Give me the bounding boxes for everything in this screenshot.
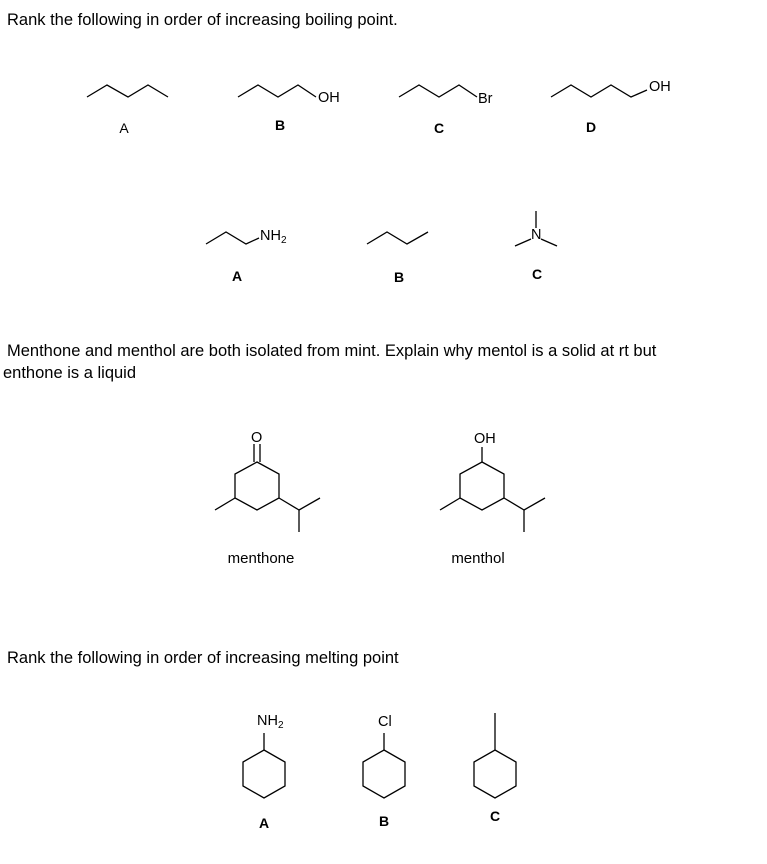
label-c: C — [489, 808, 501, 824]
menthone-structure — [215, 444, 320, 532]
butanol-structure-b — [238, 85, 316, 97]
cyclohexylamine-structure-a — [243, 733, 285, 798]
amine-group-a — [260, 229, 287, 246]
amine-group-a — [257, 714, 284, 731]
hydroxyl-group-d: OH — [649, 79, 671, 95]
menthol-hydroxyl-group: OH — [474, 431, 496, 447]
butane-structure-a — [87, 85, 168, 97]
pentanol-structure-d — [551, 85, 647, 97]
menthol-name: menthol — [451, 550, 505, 567]
propylamine-structure-a — [206, 232, 259, 244]
amine-subscript: 2 — [280, 235, 287, 246]
amine-subscript: 2 — [277, 720, 284, 731]
hydroxyl-group-b: OH — [318, 90, 340, 106]
methylcyclohexane-structure-c — [474, 713, 516, 798]
bromobutane-structure-c — [399, 85, 477, 97]
butane-structure-b — [367, 232, 428, 244]
label-a: A — [258, 815, 270, 831]
menthone-name: menthone — [227, 550, 295, 567]
label-d: D — [585, 119, 597, 135]
label-a: A — [231, 268, 243, 284]
amine-group-text: NH — [257, 713, 278, 729]
bromine-atom-c: Br — [478, 91, 493, 107]
nitrogen-atom-c: N — [531, 227, 542, 243]
label-b: B — [393, 269, 405, 285]
chlorine-atom-b: Cl — [378, 714, 392, 730]
question-2-prompt-line-1: Menthone and menthol are both isolated from mint. Explain why mentol is a solid at rt but — [7, 342, 657, 360]
label-a: A — [119, 120, 129, 136]
question-1-prompt: Rank the following in order of increasing boiling point. — [7, 11, 398, 29]
ketone-oxygen: O — [251, 430, 263, 446]
menthol-structure — [440, 447, 545, 532]
trimethylamine-bond-right — [541, 239, 557, 246]
amine-group-text: NH — [260, 228, 281, 244]
label-b: B — [378, 813, 390, 829]
question-3-prompt: Rank the following in order of increasing melting point — [7, 649, 399, 667]
label-c: C — [433, 120, 445, 136]
trimethylamine-bond-left — [515, 239, 531, 246]
question-2-prompt-line-2: enthone is a liquid — [3, 364, 137, 382]
label-b: B — [274, 117, 286, 133]
chlorocyclohexane-structure-b — [363, 733, 405, 798]
label-c: C — [531, 266, 543, 282]
